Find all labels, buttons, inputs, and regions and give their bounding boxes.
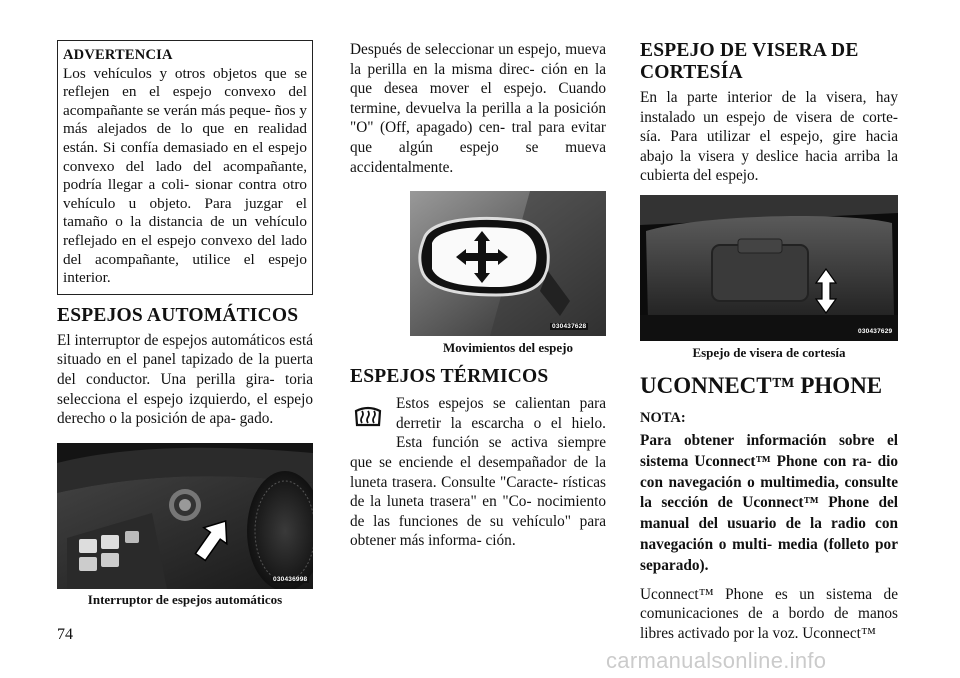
warning-box	[57, 40, 313, 295]
vanity-mirror-image	[640, 195, 898, 341]
mirror-adjust-text: Después de seleccionar un espejo, mueva la perilla en la misma direc- ción en la que desea mover el espejo. Cuando termine, devuelva la perilla a la posición "O" (Off, apagado) cen- tral para evitar que algún espejo se mueva accidentalmente.	[350, 41, 606, 176]
heated-mirrors-paragraph	[350, 394, 606, 551]
image-code: 030437629	[858, 327, 893, 335]
column-right	[640, 40, 898, 643]
watermark: carmanualsonline.info	[606, 648, 827, 673]
caption-auto-mirrors: Interruptor de espejos automáticos	[87, 591, 283, 607]
caption-mirror-movement: Movimientos del espejo	[443, 340, 573, 356]
warning-title: ADVERTENCIA	[63, 47, 173, 63]
note-text: Para obtener información sobre el sistema Uconnect™ Phone con ra- dio con navegación o multimedia, consulte la sección de Uconnect™ Phone del manual del usuario de la radio con navegación o multi- media (folleto por separado).	[640, 431, 898, 574]
vanity-mirror-text: En la parte interior de la visera, hay instalado un espejo de visera de corte- sía. Para utilizar el espejo, gire hacia abajo la visera y deslice hacia arriba la cubierta del espejo.	[640, 89, 898, 185]
note-label: NOTA:	[640, 409, 686, 426]
heading-uconnect-phone: UCONNECT™ PHONE	[640, 372, 883, 398]
column-left	[57, 40, 313, 608]
image-code: 030436998	[273, 575, 308, 583]
rear-defrost-icon	[352, 399, 384, 431]
page-number: 74	[57, 626, 73, 643]
heading-vanity-mirror: ESPEJO DE VISERA DE CORTESÍA	[640, 40, 859, 83]
auto-mirrors-text: El interruptor de espejos automáticos está situado en el panel tapizado de la puerta del conductor. Una perilla gira- toria selecciona el espejo izquierdo, el espejo derecho o la posición de apa- gado.	[57, 331, 313, 428]
warning-text: Los vehículos y otros objetos que se reflejen en el espejo convexo del acompañante se verán más peque- ños y más alejados de lo que en realidad están. Si confía demasiado en el espejo convexo del lado del acompañante, podría llegar a coli- sionar contra otro vehículo u objeto. Para juzgar el tamaño o la distancia de un vehículo reflejado en el espejo convexo del lado del acompañante, utilice el espejo interior.	[63, 64, 307, 287]
column-middle	[350, 40, 606, 551]
auto-mirror-switch-image	[57, 443, 313, 589]
image-code: 030437628	[552, 323, 587, 331]
uconnect-text: Uconnect™ Phone es un sistema de comunicaciones de a bordo de manos libres activado por la voz. Uconnect™	[640, 585, 898, 642]
heading-heated-mirrors: ESPEJOS TÉRMICOS	[350, 366, 549, 388]
caption-vanity-mirror: Espejo de visera de cortesía	[692, 344, 846, 360]
heated-mirrors-text: Estos espejos se calientan para derretir la escarcha o el hielo. Esta función se activa siempre que se enciende el desempañador de la luneta trasera. Consulte "Caracte- rísticas de la luneta trasera" en "Co- nocimiento de las funciones de su vehículo" para obtener más informa- ción.	[350, 395, 606, 550]
mirror-movement-image	[410, 191, 606, 336]
heading-auto-mirrors: ESPEJOS AUTOMÁTICOS	[57, 304, 299, 326]
